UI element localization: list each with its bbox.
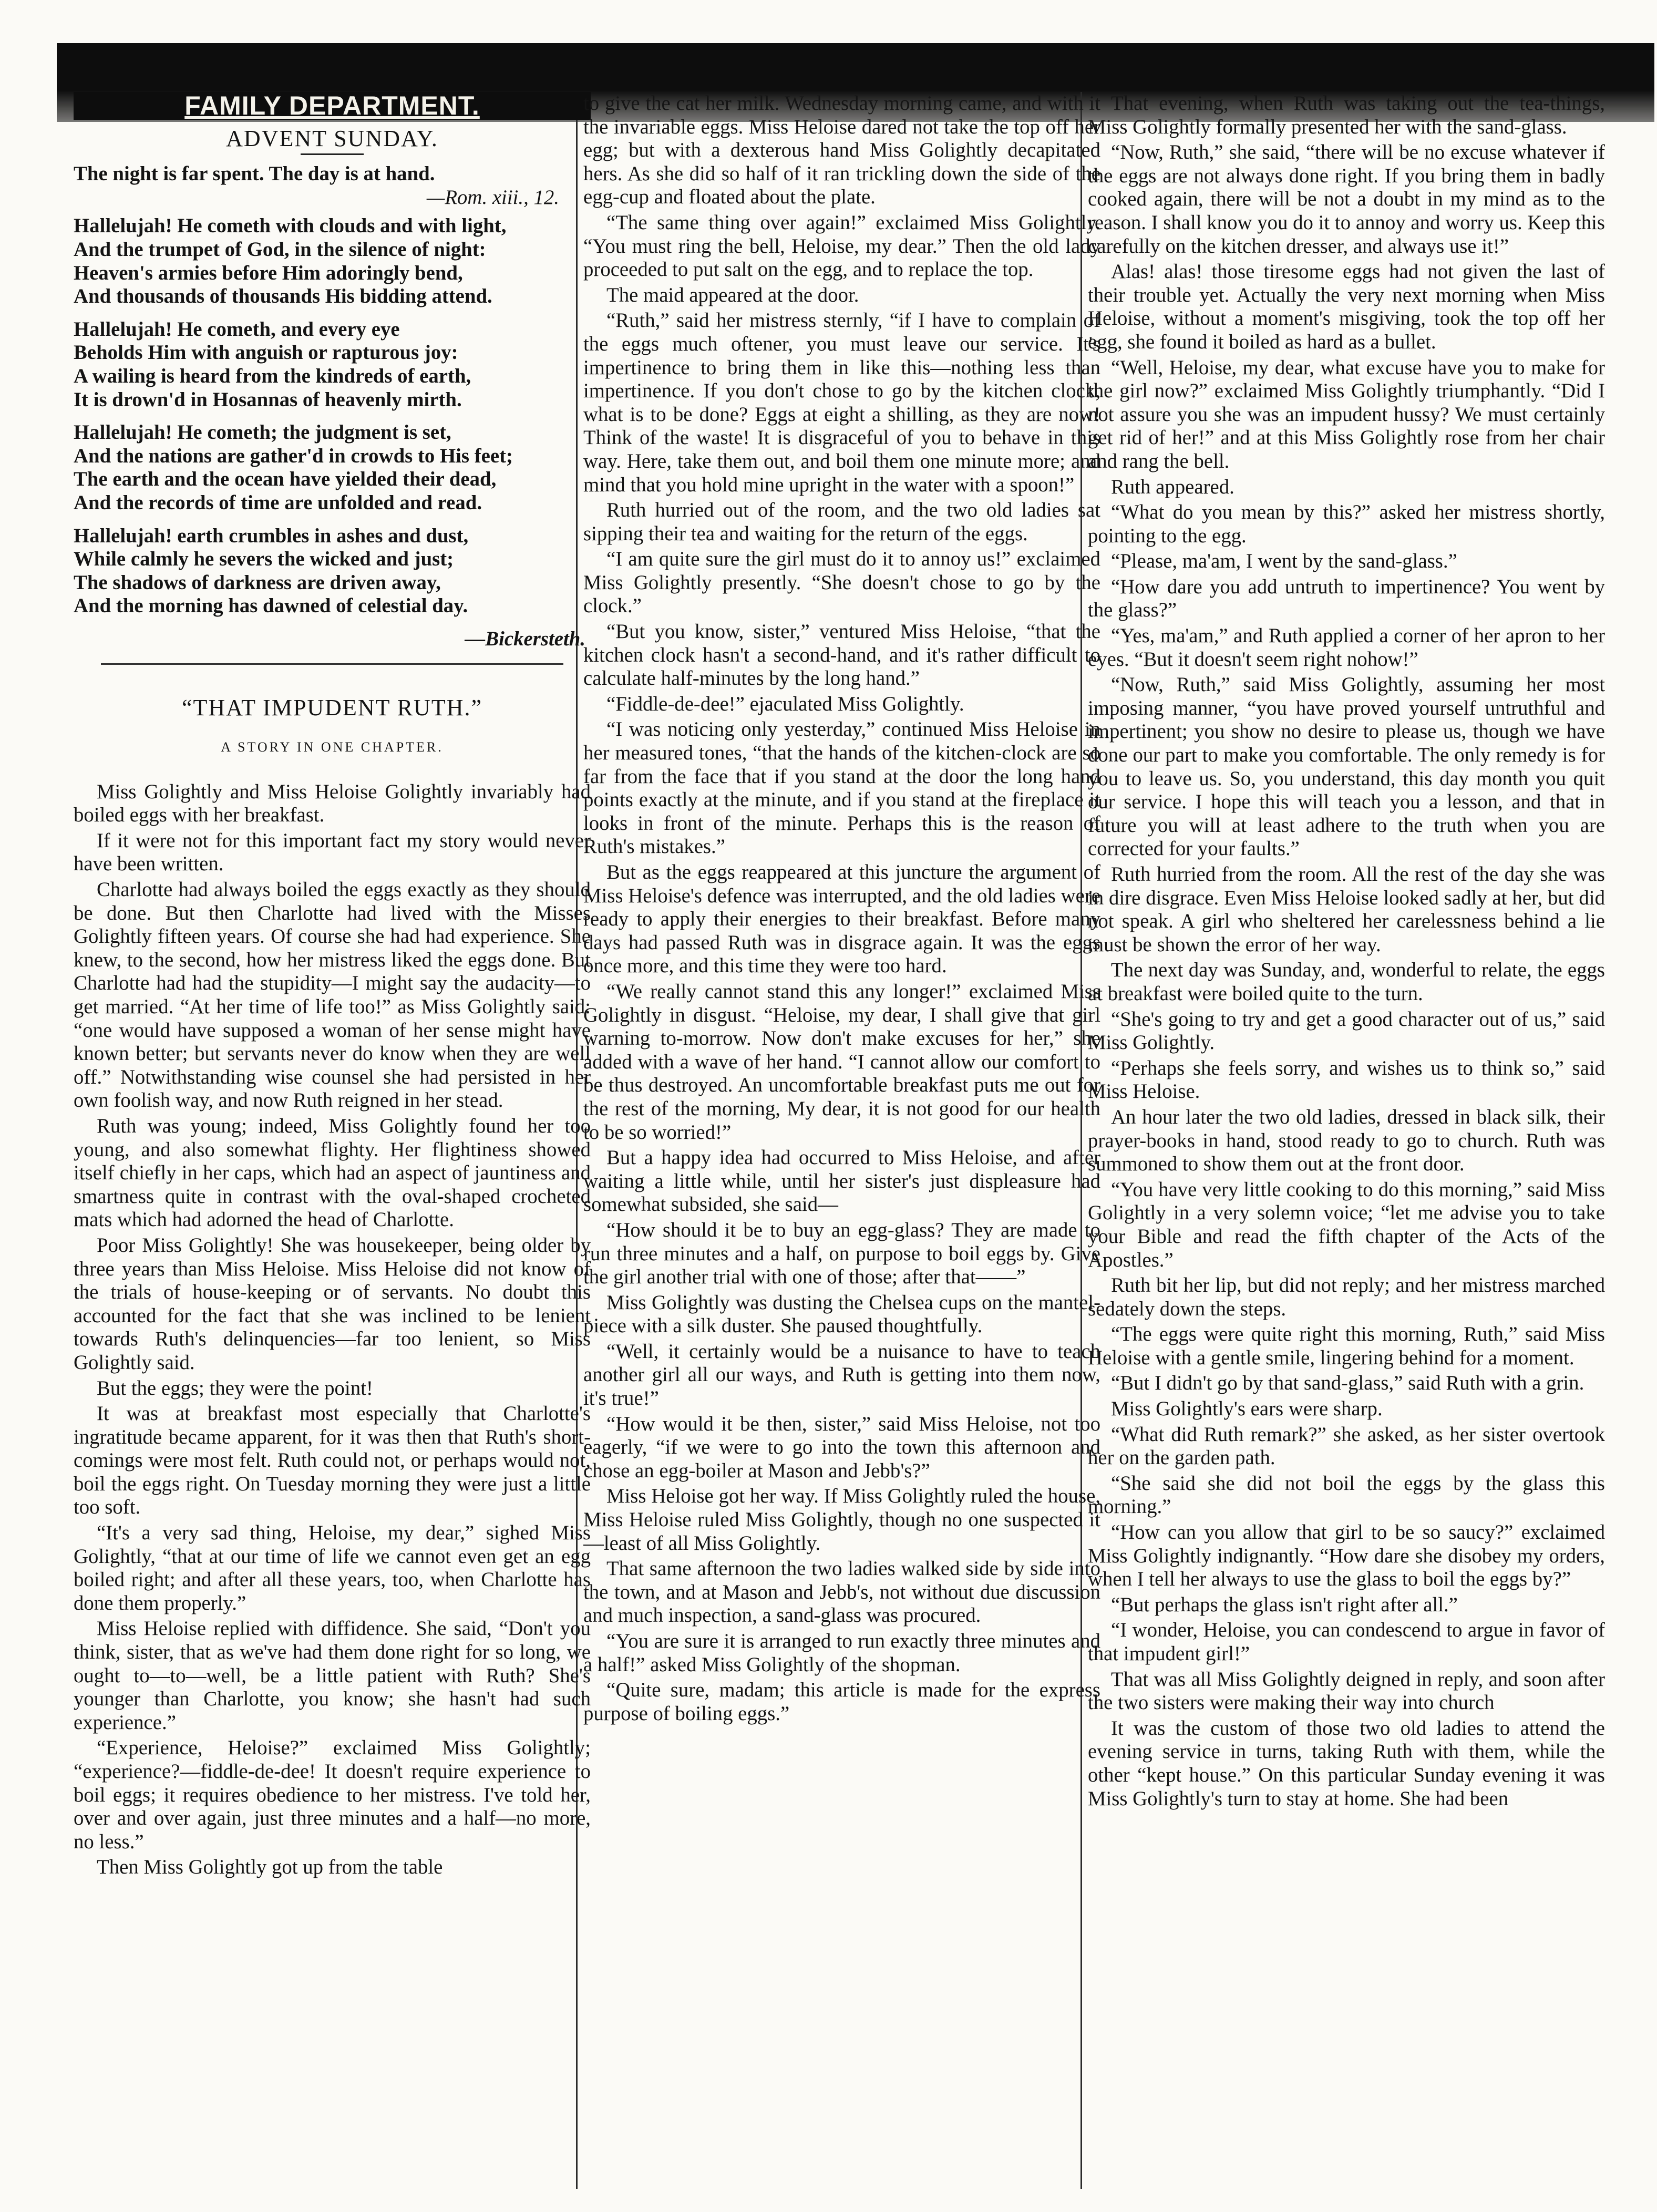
story-paragraph: “You are sure it is arranged to run exactly three minutes and a half!” asked Miss Golightly of the shopman. — [583, 1630, 1100, 1676]
poem-line: And the morning has dawned of celestial day. — [74, 594, 468, 618]
story-paragraph: “But you know, sister,” ventured Miss Heloise, “that the kitchen clock hasn't a second-hand, and it's rather difficult to calculate half-minutes by the long hand.” — [583, 620, 1100, 690]
story-paragraph: “What did Ruth remark?” she asked, as her sister overtook her on the garden path. — [1088, 1423, 1605, 1469]
poem-line: A wailing is heard from the kindreds of earth, — [74, 364, 471, 387]
poem-epigraph: The night is far spent. The day is at hand. — [74, 162, 435, 186]
poem-line: And the trumpet of God, in the silence of night: — [74, 238, 486, 261]
story-paragraph: Then Miss Golightly got up from the table — [97, 1856, 443, 1879]
poem-line: Hallelujah! He cometh, and every eye — [74, 317, 400, 341]
story-paragraph: “I was noticing only yesterday,” continued Miss Heloise in her measured tones, “that the hands of the kitchen-clock are so far from the face that if you stand at the door the long hand points exactly at the minute, and if you stand at the fireplace it looks in front of the minute. Perhaps this is the reason of Ruth's mistakes.” — [583, 718, 1100, 858]
story-paragraph: “She's going to try and get a good character out of us,” said Miss Golightly. — [1088, 1007, 1605, 1054]
story-paragraph: “How should it be to buy an egg-glass? They are made to run three minutes and a half, on purpose to boil eggs by. Give the girl another trial with one of those; after that——” — [583, 1218, 1100, 1289]
story-paragraph: “What do you mean by this?” asked her mistress shortly, pointing to the egg. — [1088, 501, 1605, 547]
poem-epigraph-citation: —Rom. xiii., 12. — [426, 186, 559, 209]
story-paragraph: “Now, Ruth,” said Miss Golightly, assuming her most imposing manner, “you have proved yourself untruthful and impertinent; you show no desire to please us, though we have done our part to make you comfortable. The only remedy is for you to leave us. So, you understand, this day month you quit our service. I hope this will teach you a lesson, and that in future you will at least adhere to the truth when you are corrected for your faults.” — [1088, 673, 1605, 860]
story-paragraph: Ruth bit her lip, but did not reply; and her mistress marched sedately down the steps. — [1088, 1274, 1605, 1320]
story-paragraph: “Quite sure, madam; this article is made for the express purpose of boiling eggs.” — [583, 1679, 1100, 1725]
poem-line: And the records of time are unfolded and read. — [74, 491, 482, 514]
story-paragraph: “Well, Heloise, my dear, what excuse have you to make for the girl now?” exclaimed Miss Golightly triumphantly. “Did I not assure you she was an impudent hussy? We must certainly get rid of her!” and at this Miss Golightly rose from her chair and rang the bell. — [1088, 356, 1605, 472]
story-paragraph: Miss Golightly and Miss Heloise Golightly invariably had boiled eggs with her breakfast. — [74, 780, 591, 827]
poem-line: The earth and the ocean have yielded their dead, — [74, 468, 497, 491]
story-paragraph: “You have very little cooking to do this morning,” said Miss Golightly in a very solemn voice; “let me advise you to take your Bible and read the fifth chapter of the Acts of the Apostles.” — [1088, 1178, 1605, 1271]
story-paragraph: “But I didn't go by that sand-glass,” said Ruth with a grin. — [1111, 1372, 1584, 1395]
story-paragraph: The maid appeared at the door. — [606, 283, 859, 306]
story-paragraph: Miss Golightly was dusting the Chelsea cups on the mantel-piece with a silk duster. She paused thoughtfully. — [583, 1291, 1100, 1338]
poem-line: Heaven's armies before Him adoringly bend, — [74, 261, 463, 284]
story-column-2 — [583, 92, 1100, 1725]
story-column-1 — [74, 780, 591, 1879]
story-paragraph: “Ruth,” said her mistress sternly, “if I have to complain of the eggs much oftener, you must leave our service. It's impertinence to bring them in like this—nothing less than impertinence. If you don't chose to go by the kitchen clock, what is to be done? Eggs at eight a shilling, as they are now! Think of the waste! It is disgraceful of you to behave in this way. Here, take them out, and boil them one minute more; and mind that you hold mine upright in the water with a spoon!” — [583, 309, 1100, 496]
story-paragraph: “Experience, Heloise?” exclaimed Miss Golightly; “experience?—fiddle-de-dee! It doesn't require experience to boil eggs; it requires obedience to her mistress. I've told her, over and over again, just three minutes and a half—no more, no less.” — [74, 1736, 591, 1853]
poem-line: Hallelujah! He cometh; the judgment is set, — [74, 421, 451, 444]
poem-line: Hallelujah! He cometh with clouds and with light, — [74, 214, 507, 238]
story-paragraph: “Please, ma'am, I went by the sand-glass.” — [1111, 550, 1457, 573]
story-paragraph: “We really cannot stand this any longer!” exclaimed Miss Golightly in disgust. “Heloise, my dear, I shall give that girl warning to-morrow. Now don't make excuses for her,” she added with a wave of her hand. “I cannot allow our comfort to be thus destroyed. An uncomfortable breakfast puts me out for the rest of the morning, My dear, it is not good for our health to be so worried!” — [583, 980, 1100, 1144]
story-paragraph: The next day was Sunday, and, wonderful to relate, the eggs at breakfast were boiled quite to the turn. — [1088, 959, 1605, 1005]
story-paragraph: Alas! alas! those tiresome eggs had not given the last of their trouble yet. Actually the very next morning when Miss Heloise, without a moment's misgiving, took the top off her egg, she found it boiled as hard as a bullet. — [1088, 260, 1605, 353]
story-paragraph: But as the eggs reappeared at this juncture the argument of Miss Heloise's defence was interrupted, and the old ladies were ready to apply their energies to their breakfast. Before many days had passed Ruth was in disgrace again. It was the eggs once more, and this time they were too hard. — [583, 861, 1100, 978]
story-title: “THAT IMPUDENT RUTH.” — [182, 695, 482, 721]
poem-line: And the nations are gather'd in crowds to His feet; — [74, 444, 513, 467]
poem-line: Beholds Him with anguish or rapturous joy: — [74, 341, 458, 364]
story-paragraph: “How would it be then, sister,” said Miss Heloise, not too eagerly, “if we were to go into the town this afternoon and chose an egg-boiler at Mason and Jebb's?” — [583, 1412, 1100, 1482]
poem-stanza — [74, 421, 591, 515]
story-paragraph: Ruth hurried from the room. All the rest of the day she was in dire disgrace. Even Miss Heloise looked sadly at her, but did not speak. A girl who sheltered her carelessness behind a lie must be shown the error of her way. — [1088, 863, 1605, 956]
column-1 — [74, 92, 591, 2189]
story-paragraph: “Well, it certainly would be a nuisance to have to teach another girl all our ways, and Ruth is getting into them now, it's true!” — [583, 1340, 1100, 1410]
department-banner — [74, 92, 591, 120]
story-paragraph: Miss Heloise got her way. If Miss Golightly ruled the house, Miss Heloise ruled Miss Golightly, though no one suspected it—least of all Miss Golightly. — [583, 1485, 1100, 1555]
story-paragraph: That evening, when Ruth was taking out the tea-things, Miss Golightly formally presented her with the sand-glass. — [1088, 92, 1605, 138]
story-paragraph: That same afternoon the two ladies walked side by side into the town, and at Mason and Jebb's, not without due discussion and much inspection, a sand-glass was procured. — [583, 1557, 1100, 1627]
story-paragraph: “The same thing over again!” exclaimed Miss Golightly. “You must ring the bell, Heloise, my dear.” Then the old lady proceeded to put salt on the egg, and to replace the top. — [583, 211, 1100, 281]
story-paragraph: “Yes, ma'am,” and Ruth applied a corner of her apron to her eyes. “But it doesn't seem right nohow!” — [1088, 624, 1605, 671]
story-paragraph: Ruth was young; indeed, Miss Golightly found her too young, and also somewhat flighty. Her flightiness showed itself chiefly in her caps, which had an aspect of jauntiness and smartness quite in contrast with the oval-shaped crocheted mats which had adorned the head of Charlotte. — [74, 1114, 591, 1231]
department-title: FAMILY DEPARTMENT. — [184, 92, 480, 120]
column-2 — [583, 92, 1100, 2189]
poem-body — [74, 214, 591, 618]
story-paragraph: Miss Golightly's ears were sharp. — [1111, 1397, 1383, 1421]
story-paragraph: “I am quite sure the girl must do it to annoy us!” exclaimed Miss Golightly presently. “She doesn't chose to go by the clock.” — [583, 548, 1100, 618]
story-paragraph: It was the custom of those two old ladies to attend the evening service in turns, taking Ruth with them, while the other “kept house.” On this particular Sunday evening it was Miss Golightly's turn to stay at home. She had been — [1088, 1716, 1605, 1810]
story-paragraph: “How dare you add untruth to impertinence? You went by the glass?” — [1088, 575, 1605, 622]
poem-line: While calmly he severs the wicked and just; — [74, 548, 454, 571]
poem-line: The shadows of darkness are driven away, — [74, 571, 441, 594]
story-paragraph: Miss Heloise replied with diffidence. She said, “Don't you think, sister, that as we've had them done right for so long, we ought to—to—well, be a little patient with Ruth? She's younger than Charlotte, you know; she hasn't had such experience.” — [74, 1617, 591, 1734]
story-subtitle: A STORY IN ONE CHAPTER. — [221, 739, 444, 755]
story-paragraph: If it were not for this important fact my story would never have been written. — [74, 829, 591, 876]
story-paragraph: “I wonder, Heloise, you can condescend to argue in favor of that impudent girl!” — [1088, 1619, 1605, 1665]
poem-line: It is drown'd in Hosannas of heavenly mirth. — [74, 388, 462, 411]
story-paragraph: Ruth appeared. — [1111, 475, 1234, 498]
story-paragraph: “Now, Ruth,” she said, “there will be no excuse whatever if the eggs are not always done right. If you bring them in badly cooked again, there will be not a doubt in my mind as to the reason. I shall know you do it to annoy and worry us. Keep this carefully on the kitchen dresser, and always use it!” — [1088, 141, 1605, 258]
poem-stanza — [74, 524, 591, 618]
story-paragraph: “She said she did not boil the eggs by the glass this morning.” — [1088, 1472, 1605, 1518]
story-paragraph: An hour later the two old ladies, dressed in black silk, their prayer-books in hand, stood ready to go to church. Ruth was summoned to show them out at the front door. — [1088, 1105, 1605, 1176]
heading-rule — [301, 153, 364, 155]
story-paragraph: “How can you allow that girl to be so saucy?” exclaimed Miss Golightly indignantly. “How dare she disobey my orders, when I tell her always to use the glass to boil the eggs by?” — [1088, 1521, 1605, 1591]
poem-author: —Bickersteth. — [465, 627, 585, 650]
story-paragraph: Ruth hurried out of the room, and the two old ladies sat sipping their tea and waiting for the return of the eggs. — [583, 499, 1100, 545]
section-rule — [101, 663, 563, 665]
poem-line: Hallelujah! earth crumbles in ashes and dust, — [74, 524, 469, 547]
story-paragraph: “The eggs were quite right this morning, Ruth,” said Miss Heloise with a gentle smile, lingering behind for a moment. — [1088, 1323, 1605, 1369]
story-paragraph: Charlotte had always boiled the eggs exactly as they should be done. But then Charlotte had lived with the Misses Golightly fifteen years. Of course she had had experience. She knew, to the second, how her mistress liked the eggs done. But Charlotte had had the stupidity—I might say the audacity—to get married. “At her time of life too!” as Miss Golightly said: “one would have supposed a woman of her sense might have known better; but servants never do know when they are well off.” Notwithstanding wise counsel she had persisted in her own foolish way, and now Ruth reigned in her stead. — [74, 878, 591, 1112]
story-paragraph: “But perhaps the glass isn't right after all.” — [1111, 1593, 1458, 1616]
story-paragraph: “It's a very sad thing, Heloise, my dear,” sighed Miss Golightly, “that at our time of life we cannot even get an egg boiled right; and after all these years, too, when Charlotte has done them properly.” — [74, 1521, 591, 1614]
story-paragraph: “Fiddle-de-dee!” ejaculated Miss Golightly. — [606, 692, 964, 715]
column-3 — [1088, 92, 1605, 2189]
poem-stanza — [74, 318, 591, 411]
story-column-3 — [1088, 92, 1605, 1810]
story-paragraph: to give the cat her milk. Wednesday morning came, and with it the invariable eggs. Miss Heloise dared not take the top off her egg; but with a dexterous hand Miss Golightly decapitated hers. As she did so half of it ran trickling down the side of the egg-cup and floated about the plate. — [583, 92, 1100, 209]
story-paragraph: “Perhaps she feels sorry, and wishes us to think so,” said Miss Heloise. — [1088, 1056, 1605, 1103]
story-paragraph: But the eggs; they were the point! — [97, 1376, 373, 1400]
poem-line: And thousands of thousands His bidding attend. — [74, 285, 492, 308]
story-paragraph: That was all Miss Golightly deigned in reply, and soon after the two sisters were making their way into church — [1088, 1668, 1605, 1714]
story-paragraph: Poor Miss Golightly! She was housekeeper, being older by three years than Miss Heloise. Miss Heloise did not know of the trials of house-keeping or of servants. No doubt this accounted for the fact that she was inclined to be lenient towards Ruth's delinquencies—far too lenient, so Miss Golightly said. — [74, 1233, 591, 1374]
poem-heading: ADVENT SUNDAY. — [226, 125, 438, 151]
story-paragraph: But a happy idea had occurred to Miss Heloise, and after waiting a little while, until her sister's just displeasure had somewhat subsided, she said— — [583, 1146, 1100, 1216]
story-paragraph: It was at breakfast most especially that Charlotte's ingratitude became apparent, for it was then that Ruth's short-comings were most felt. Ruth could not, or perhaps would not, boil the eggs right. On Tuesday morning they were just a little too soft. — [74, 1402, 591, 1519]
poem-stanza — [74, 214, 591, 308]
